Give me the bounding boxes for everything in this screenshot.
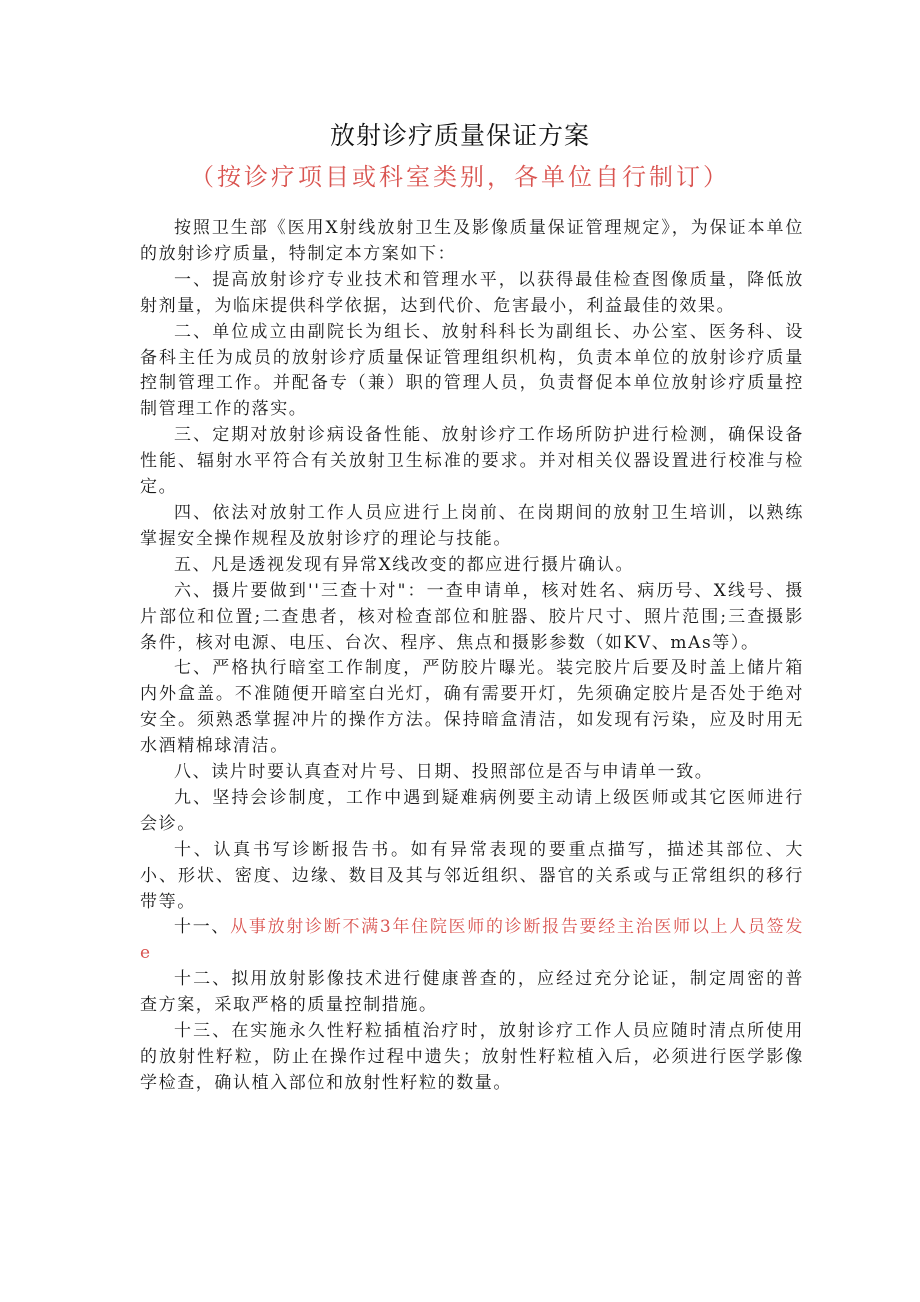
paragraph-item-8: 八、读片时要认真查对片号、日期、投照部位是否与申请单一致。 [174,762,714,783]
paragraph-item-2: 二、单位成立由副院长为组长、放射科科长为副组长、办公室、医务科、设备科主任为成员的放射诊疗质量保证管理组织机构，负责本单位的放射诊疗质量控制管理工作。并配备专（兼）职的管理人员，负责督促本单位放射诊疗质量控制管理工作的落实。 [140,321,804,420]
paragraph-item-10: 十、认真书写诊断报告书。如有异常表现的要重点描写，描述其部位、大小、形状、密度、边缘、数目及其与邻近组织、器官的关系或与正常组织的移行带等。 [140,839,804,912]
paragraph-item-5: 五、凡是透视发现有异常X线改变的都应进行摄片确认。 [174,554,635,575]
paragraph-item-6: 六、摄片要做到''三查十对"：一查申请单，核对姓名、病历号、X线号、摄片部位和位置;二查患者，核对检查部位和脏器、胶片尺寸、照片范围;三查摄影条件，核对电源、电压、台次、程序、焦点和摄影参数（如KV、mAs等）。 [140,580,804,653]
page-subtitle: （按诊疗项目或科室类别，各单位自行制订） [190,163,730,191]
paragraph-item-7: 七、严格执行暗室工作制度，严防胶片曝光。装完胶片后要及时盖上储片箱内外盒盖。不准随便开暗室白光灯，确有需要开灯，先须确定胶片是否处于绝对安全。须熟悉掌握冲片的操作方法。保持暗盒清洁，如发现有污染，应及时用无水酒精棉球清洁。 [140,658,804,757]
paragraph-item-13: 十三、在实施永久性籽粒插植治疗时，放射诊疗工作人员应随时清点所使用的放射性籽粒，防止在操作过程中遗失；放射性籽粒植入后，必须进行医学影像学检查，确认植入部位和放射性籽粒的数量。 [140,1021,804,1093]
item-11-prefix: 十一、 [174,917,231,938]
paragraph-item-3: 三、定期对放射诊病设备性能、放射诊疗工作场所防护进行检测，确保设备性能、辐射水平符合有关放射卫生标准的要求。并对相关仪器设置进行校准与检定。 [140,425,804,498]
paragraph-item-1: 一、提高放射诊疗专业技术和管理水平，以获得最佳检查图像质量，降低放射剂量，为临床提供科学依据，达到代价、危害最小，利益最佳的效果。 [140,269,804,316]
paragraph-item-11 [140,915,804,967]
page-title: 放射诊疗质量保证方案 [329,121,590,150]
document-body [140,216,804,1097]
paragraph-item-9: 九、坚持会诊制度，工作中遇到疑难病例要主动请上级医师或其它医师进行会诊。 [140,787,804,834]
paragraph-item-12: 十二、拟用放射影像技术进行健康普查的，应经过充分论证，制定周密的普查方案，采取严格的质量控制措施。 [140,969,804,1016]
item-11-highlighted-text: 从事放射诊断不满3年住院医师的诊断报告要经主治医师以上人员签发e [140,917,804,964]
paragraph-item-4: 四、依法对放射工作人员应进行上岗前、在岗期间的放射卫生培训，以熟练掌握安全操作规程及放射诊疗的理论与技能。 [140,502,804,549]
intro-paragraph: 按照卫生部《医用X射线放射卫生及影像质量保证管理规定》，为保证本单位的放射诊疗质量，特制定本方案如下： [140,218,804,264]
